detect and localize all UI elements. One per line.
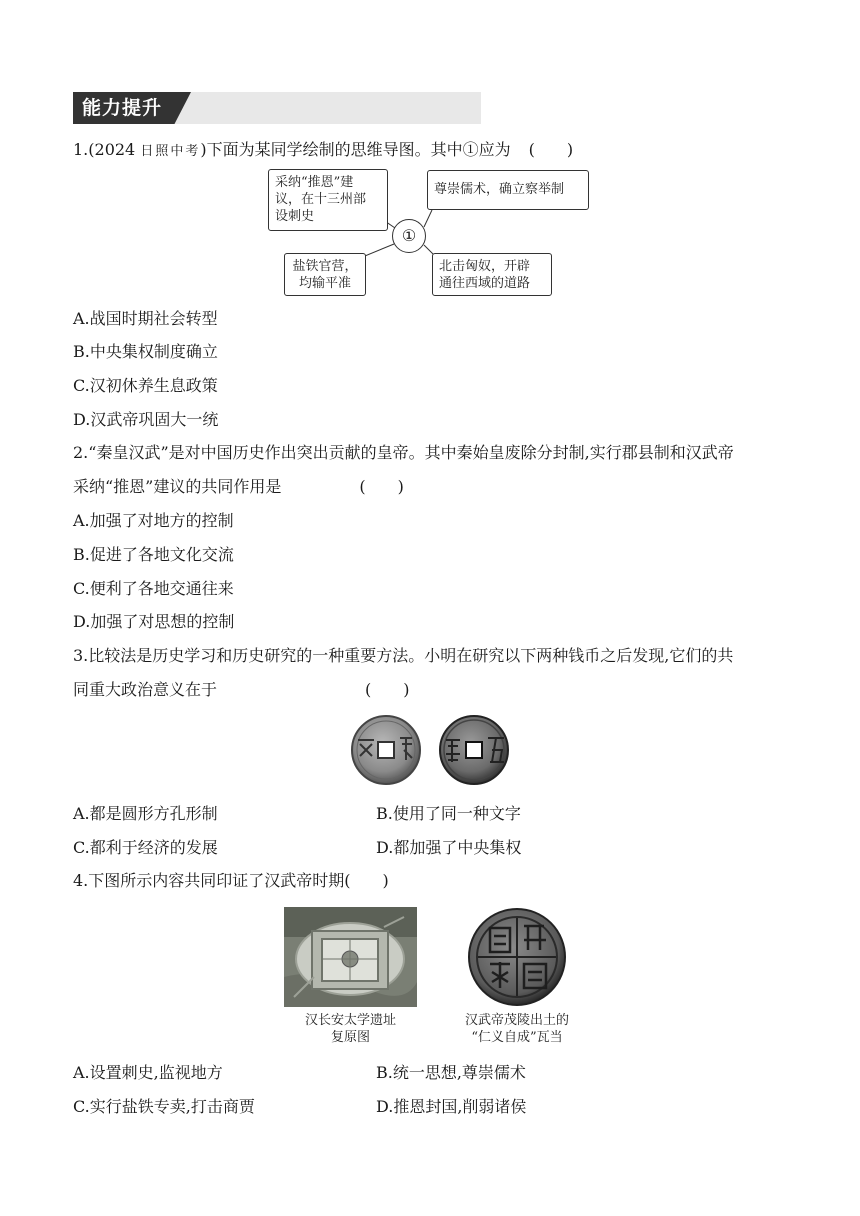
q1-option-b[interactable]: B.中央集权制度确立 [73,342,218,361]
q1-mindmap-box-tr: 尊崇儒术，确立察举制 [427,170,589,210]
q3-stem-line2 [73,680,410,700]
q2-answer-paren: ( ) [359,477,404,496]
q1-option-d[interactable]: D.汉武帝巩固大一统 [73,410,219,429]
q1-mindmap-box-bl [284,253,366,296]
taixue-caption [284,1012,417,1046]
q3-stem-line1: 3.比较法是历史学习和历史研究的一种重要方法。小明在研究以下两种钱币之后发现,它们的共 [73,646,734,665]
q1-stem-prefix: 1.(2024 [73,140,141,159]
ban-liang-coin [352,716,420,784]
q2-stem-line1: 2.“秦皇汉武”是对中国历史作出突出贡献的皇帝。其中秦始皇废除分封制,实行郡县制和汉武帝 [73,443,734,462]
q3-option-a[interactable]: A.都是圆形方孔形制 [73,804,218,823]
q1-stem-suffix: )下面为某同学绘制的思维导图。其中①应为 [200,140,511,159]
q1-mindmap-box-br-line1: 北击匈奴，开辟 [439,259,531,274]
q1-mindmap-box-br [432,253,552,296]
q4-stem-text: 4.下图所示内容共同印证了汉武帝时期 [73,871,345,890]
section-title: 能力提升 [82,97,163,119]
wadang-caption [446,1012,588,1046]
q3-option-b[interactable]: B.使用了同一种文字 [376,804,521,823]
q4-option-b[interactable]: B.统一思想,尊崇儒术 [376,1063,526,1082]
q3-stem-text: 同重大政治意义在于 [73,680,218,699]
q2-option-b[interactable]: B.促进了各地文化交流 [73,545,234,564]
q1-mindmap-center: ① [392,219,426,253]
taixue-caption-line1: 汉长安太学遗址 [304,1013,396,1028]
q1-mindmap-box-tl-line1: 采纳“推恩”建 [275,175,354,190]
q2-option-d[interactable]: D.加强了对思想的控制 [73,612,235,631]
q1-mindmap-box-tl-line3: 设刺史 [275,209,315,224]
q1-mindmap-box-tl [268,169,388,231]
q2-stem-line2 [73,477,404,497]
q2-stem-text: 采纳“推恩”建议的共同作用是 [73,477,282,496]
wu-zhu-coin [440,716,508,784]
q1-mindmap-box-bl-line1: 盐铁官营， [292,259,358,274]
q3-coins-image [346,712,518,792]
q3-option-c[interactable]: C.都利于经济的发展 [73,838,218,857]
q4-stem [73,871,389,891]
taixue-caption-line2: 复原图 [330,1030,370,1045]
taixue-site-image [284,907,417,1007]
q2-option-a[interactable]: A.加强了对地方的控制 [73,511,234,530]
q1-mindmap-connectors [0,0,860,310]
q1-mindmap-box-bl-line2: 均输平准 [298,276,351,291]
q4-option-a[interactable]: A.设置刺史,监视地方 [73,1063,223,1082]
q3-option-d[interactable]: D.都加强了中央集权 [376,838,522,857]
q4-answer-paren: ( ) [344,871,389,890]
q1-option-a[interactable]: A.战国时期社会转型 [73,309,218,328]
wadang-caption-line2: “仁义自成”瓦当 [471,1030,563,1045]
q4-option-c[interactable]: C.实行盐铁专卖,打击商贾 [73,1097,255,1116]
q3-answer-paren: ( ) [365,680,410,699]
q1-mindmap-box-br-line2: 通往西域的道路 [439,276,531,291]
q2-option-c[interactable]: C.便利了各地交通往来 [73,579,234,598]
q1-mindmap-box-tl-line2: 议，在十三州部 [275,192,367,207]
q4-option-d[interactable]: D.推恩封国,削弱诸侯 [376,1097,527,1116]
q1-source: 日照中考 [140,144,201,159]
wadang-tile-image [466,906,568,1008]
q1-answer-paren: ( ) [528,140,574,159]
q1-option-c[interactable]: C.汉初休养生息政策 [73,376,218,395]
wadang-caption-line1: 汉武帝茂陵出土的 [464,1013,569,1028]
